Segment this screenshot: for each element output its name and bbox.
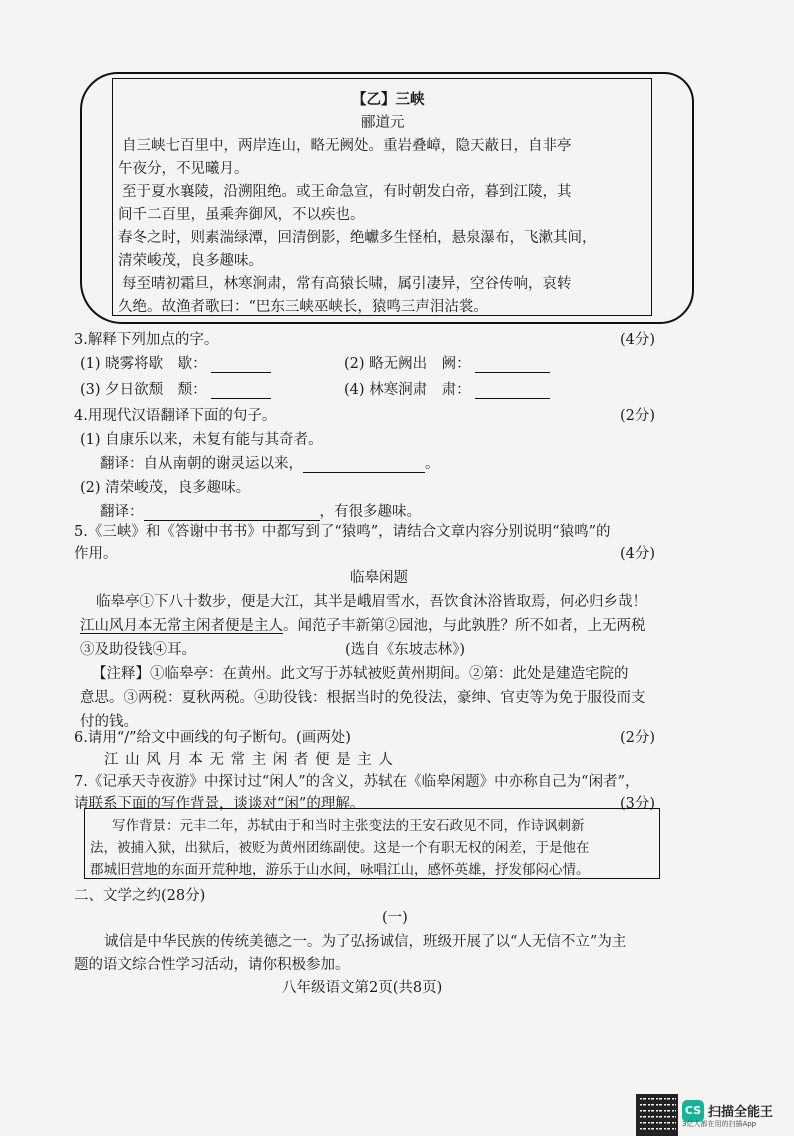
q3-item-4 bbox=[344, 378, 550, 399]
page-footer: 八年级语文第2页(共8页) bbox=[282, 980, 443, 996]
passage-author: 郦道元 bbox=[361, 115, 405, 131]
question-6-stem: 6.请用“/”给文中画线的句子断句。(画两处) bbox=[74, 730, 351, 746]
passage-c-line bbox=[80, 614, 646, 635]
question-4-stem: 4.用现代汉语翻译下面的句子。 bbox=[74, 408, 277, 424]
question-5-stem-cont: 作用。 bbox=[74, 546, 118, 562]
question-4-score: (2分) bbox=[620, 408, 656, 424]
annotation-line: 意思。③两税：夏秋两税。④助役钱：根据当时的免役法，豪绅、官吏等为免于服役而支 bbox=[80, 690, 646, 706]
question-7-stem-cont: 请联系下面的写作背景，谈谈对“闲”的理解。 bbox=[74, 796, 365, 812]
camscanner-logo-icon: CS bbox=[682, 1100, 704, 1122]
q3-item-2 bbox=[344, 352, 550, 373]
passage-line: 自三峡七百里中，两岸连山，略无阙处。重岩叠嶂，隐天蔽日，自非亭 bbox=[122, 138, 572, 154]
section-heading: 二、文学之约(28分) bbox=[74, 888, 206, 904]
q3-item-1-label: (1) 晓雾将歇 歇： bbox=[80, 356, 207, 372]
passage-c-title: 临皋闲题 bbox=[350, 570, 408, 586]
question-7-stem: 7.《记承天寺夜游》中探讨过“闲人”的含义，苏轼在《临皋闲题》中亦称自己为“闲者”， bbox=[74, 774, 640, 790]
passage-line: 午夜分，不见曦月。 bbox=[118, 161, 249, 177]
question-3-score: (4分) bbox=[620, 332, 656, 348]
q4-translation-1 bbox=[100, 452, 440, 473]
passage-line: 清荣峻茂，良多趣味。 bbox=[118, 253, 263, 269]
q3-item-4-label: (4) 林寒涧肃 肃： bbox=[344, 382, 471, 398]
question-5-stem: 5.《三峡》和《答谢中书书》中都写到了“猿鸣”，请结合文章内容分别说明“猿鸣”的 bbox=[74, 524, 611, 540]
answer-blank[interactable] bbox=[211, 357, 271, 373]
question-7-score: (3分) bbox=[620, 796, 656, 812]
q6-sentence: 江 山 风 月 本 无 常 主 闲 者 便 是 主 人 bbox=[104, 752, 394, 768]
answer-blank[interactable] bbox=[475, 357, 550, 373]
passage-c-text: 。闻范子丰新第②园池，与此孰胜？所不如者，上无两税 bbox=[283, 618, 646, 634]
question-6-score: (2分) bbox=[620, 730, 656, 746]
subsection-number: (一) bbox=[382, 910, 408, 926]
answer-blank[interactable] bbox=[211, 383, 271, 399]
annotation-line: 付的钱。 bbox=[80, 714, 138, 730]
q3-item-3-label: (3) 夕日欲颓 颓： bbox=[80, 382, 207, 398]
camscanner-tagline: 3亿人都在用的扫描App bbox=[682, 1120, 757, 1128]
section-paragraph: 诚信是中华民族的传统美德之一。为了弘扬诚信，班级开展了以“人无信不立”为主 bbox=[104, 934, 627, 950]
question-5-score: (4分) bbox=[620, 546, 656, 562]
passage-line: 间千二百里，虽乘奔御风，不以疾也。 bbox=[118, 207, 365, 223]
translation-prefix: 翻译： bbox=[100, 504, 144, 520]
answer-blank[interactable] bbox=[144, 505, 320, 521]
q4-sentence-2: (2) 清荣峻茂，良多趣味。 bbox=[80, 480, 251, 496]
background-line: 郡城旧营地的东面开荒种地，游乐于山水间，咏唱江山，感怀英雄，抒发郁闷心情。 bbox=[90, 862, 590, 878]
q4-sentence-1: (1) 自康乐以来，未复有能与其奇者。 bbox=[80, 432, 323, 448]
passage-c-line: 临皋亭①下八十数步，便是大江，其半是峨眉雪水，吾饮食沐浴皆取焉，何必归乡哉！ bbox=[96, 594, 647, 610]
q4-translation-2 bbox=[100, 500, 421, 521]
q3-item-2-label: (2) 略无阙出 阙： bbox=[344, 356, 471, 372]
section-paragraph: 题的语文综合性学习活动，请你积极参加。 bbox=[74, 957, 350, 973]
qr-code-icon bbox=[636, 1094, 678, 1136]
q3-item-1 bbox=[80, 352, 271, 373]
camscanner-name: 扫描全能王 bbox=[708, 1105, 774, 1120]
background-line: 法，被捕入狱，出狱后，被贬为黄州团练副使。这是一个有职无权的闲差，于是他在 bbox=[90, 840, 590, 856]
annotation-line: 【注释】①临皋亭：在黄州。此文写于苏轼被贬黄州期间。②第：此处是建造宅院的 bbox=[92, 666, 629, 682]
q3-item-3 bbox=[80, 378, 271, 399]
translation-suffix: 。 bbox=[425, 456, 440, 472]
answer-blank[interactable] bbox=[475, 383, 550, 399]
passage-line: 每至晴初霜旦，林寒涧肃，常有高猿长啸，属引凄异，空谷传响，哀转 bbox=[122, 276, 572, 292]
underlined-sentence: 江山风月本无常主闲者便是主人 bbox=[80, 618, 283, 634]
answer-blank[interactable] bbox=[303, 457, 425, 473]
question-3-stem: 3.解释下列加点的字。 bbox=[74, 332, 219, 348]
translation-prefix: 翻译：自从南朝的谢灵运以来， bbox=[100, 456, 303, 472]
passage-line: 久绝。故渔者歌曰：“巴东三峡巫峡长，猿鸣三声泪沾裳。 bbox=[118, 299, 488, 315]
passage-line: 春冬之时，则素湍绿潭，回清倒影，绝巘多生怪柏，悬泉瀑布，飞漱其间， bbox=[118, 230, 597, 246]
passage-line: 至于夏水襄陵，沿溯阻绝。或王命急宣，有时朝发白帝，暮到江陵，其 bbox=[122, 184, 572, 200]
translation-suffix: ，有很多趣味。 bbox=[319, 504, 421, 520]
passage-c-source: (选自《东坡志林》) bbox=[345, 642, 466, 658]
passage-c-line: ③及助役钱④耳。 bbox=[80, 642, 196, 658]
background-line: 写作背景：元丰二年，苏轼由于和当时主张变法的王安石政见不同，作诗讽刺新 bbox=[112, 818, 585, 834]
passage-title: 【乙】三峡 bbox=[352, 91, 425, 108]
